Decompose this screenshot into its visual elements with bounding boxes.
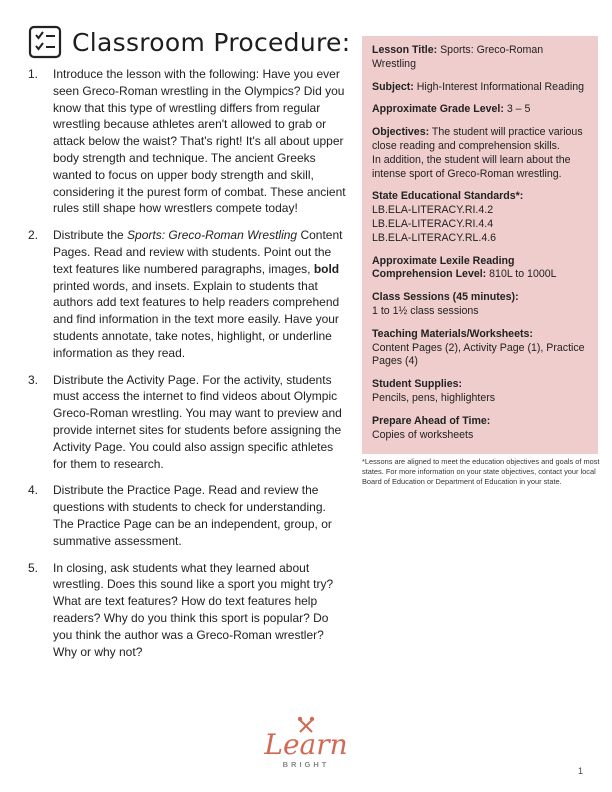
page-header bbox=[28, 22, 350, 62]
step-text-run: bold bbox=[313, 261, 340, 276]
info-value: Content Pages (2), Activity Page (1), Practice Pages (4) bbox=[372, 341, 585, 368]
info-label: Approximate Lexile Reading Comprehension Level: bbox=[372, 254, 515, 281]
info-field bbox=[372, 126, 588, 181]
info-field bbox=[372, 81, 588, 95]
info-value: In addition, the student will learn about the intense sport of Greco-Roman wrestling. bbox=[372, 153, 571, 180]
step-text-run: Sports: Greco-Roman Wrestling bbox=[127, 228, 298, 243]
info-value: 810L to 1000L bbox=[489, 268, 557, 281]
step-text-run: Introduce the lesson with the following: Have you ever seen Greco-Roman wrestling in the Olympics? Did you know that this type of wrestling differs from regular wrestling because athletes aren't allowed to grab or attack below the waist? That's right! It's all about upper body strength and technique. The ancient Greeks wanted to focus on upper body strength and skill, considering it the purest form of combat. These ancient rules still shape how wrestlers compete today! bbox=[53, 67, 346, 216]
info-value: High-Interest Informational Reading bbox=[416, 80, 584, 93]
info-label: Student Supplies: bbox=[372, 378, 463, 391]
info-field bbox=[372, 378, 588, 406]
procedure-list bbox=[28, 66, 346, 670]
info-value: The student will practice various close reading and comprehension skills. bbox=[372, 126, 583, 152]
procedure-step bbox=[28, 227, 346, 361]
step-text-run: Distribute the Activity Page. For the activity, students must access the internet to find videos about Olympic Greco-Roman wrestling. You may want to preview and provide internet sites for students before assigning the Activity Page. You could also assign specific athletes for them to research. bbox=[53, 372, 342, 471]
info-label: Lesson Title: bbox=[372, 44, 438, 56]
procedure-step bbox=[28, 560, 346, 661]
step-text-run: In closing, ask students what they learned about wrestling. Does this sound like a sport you might try? What are text features? How do text features help readers? Why do you think this sport is popular? Do you think the author was a Greco-Roman wrestler? Why or why not? bbox=[53, 560, 334, 659]
info-field bbox=[372, 103, 588, 117]
procedure-step bbox=[28, 66, 346, 217]
step-text-run: Content Pages. Read and review with students. Point out the text features like numbered paragraphs, images, bbox=[53, 228, 343, 276]
step-number: 1. bbox=[28, 67, 39, 81]
page-number: 1 bbox=[578, 766, 584, 776]
page-title: Classroom Procedure: bbox=[72, 27, 351, 57]
step-text-run: printed words, and insets. Explain to students that authors add text features to help readers comprehend and find information in the text more easily. Have your students annotate, take notes, highlight, or underline information as they read. bbox=[53, 278, 340, 360]
info-value: 3 – 5 bbox=[506, 103, 531, 116]
step-number: 5. bbox=[28, 560, 39, 575]
info-label: Class Sessions (45 minutes): bbox=[372, 291, 519, 304]
info-value: LB.ELA-LITERACY.RI.4.2 bbox=[372, 204, 494, 217]
info-value: LB.ELA-LITERACY.RI.4.4 bbox=[372, 217, 494, 230]
step-text bbox=[53, 560, 346, 661]
info-field bbox=[372, 44, 588, 72]
info-field bbox=[372, 255, 588, 283]
step-text bbox=[53, 482, 346, 549]
info-value: Pencils, pens, highlighters bbox=[372, 391, 496, 404]
info-value: Sports: Greco-Roman Wrestling bbox=[372, 44, 544, 70]
info-field bbox=[372, 415, 588, 443]
step-text-run: Distribute the bbox=[53, 228, 128, 243]
info-value: LB.ELA-LITERACY.RL.4.6 bbox=[372, 231, 497, 244]
info-field bbox=[372, 190, 588, 245]
info-field bbox=[372, 291, 588, 319]
step-text-run: Distribute the Practice Page. Read and review the questions with students to check for understanding. The Practice Page can be an independent, group, or summative assessment. bbox=[53, 483, 332, 548]
step-number: 4. bbox=[28, 483, 39, 498]
procedure-step bbox=[28, 372, 346, 473]
checklist-icon bbox=[28, 25, 62, 59]
learn-bright-logo bbox=[256, 712, 356, 772]
step-number: 2. bbox=[28, 228, 39, 243]
info-value: 1 to 1½ class sessions bbox=[372, 304, 479, 317]
step-text bbox=[53, 372, 346, 473]
info-label: Approximate Grade Level: bbox=[372, 103, 504, 116]
standards-footnote: *Lessons are aligned to meet the education objectives and goals of most states. For more information on your state objectives, contact your local Board of Education or Department of Education in your state. bbox=[362, 457, 600, 486]
lesson-info-panel bbox=[362, 36, 598, 454]
info-label: Prepare Ahead of Time: bbox=[372, 414, 491, 427]
step-text bbox=[53, 66, 346, 217]
logo-sub: BRIGHT bbox=[282, 760, 330, 769]
info-label: Teaching Materials/Worksheets: bbox=[372, 327, 533, 340]
info-value: Copies of worksheets bbox=[372, 428, 474, 441]
step-text bbox=[53, 227, 346, 361]
info-label: Subject: bbox=[372, 80, 414, 93]
logo-name: Learn bbox=[264, 728, 348, 761]
info-label: State Educational Standards*: bbox=[372, 190, 524, 203]
procedure-step bbox=[28, 482, 346, 549]
step-number: 3. bbox=[28, 372, 39, 387]
info-field bbox=[372, 328, 588, 369]
info-label: Objectives: bbox=[372, 126, 430, 139]
